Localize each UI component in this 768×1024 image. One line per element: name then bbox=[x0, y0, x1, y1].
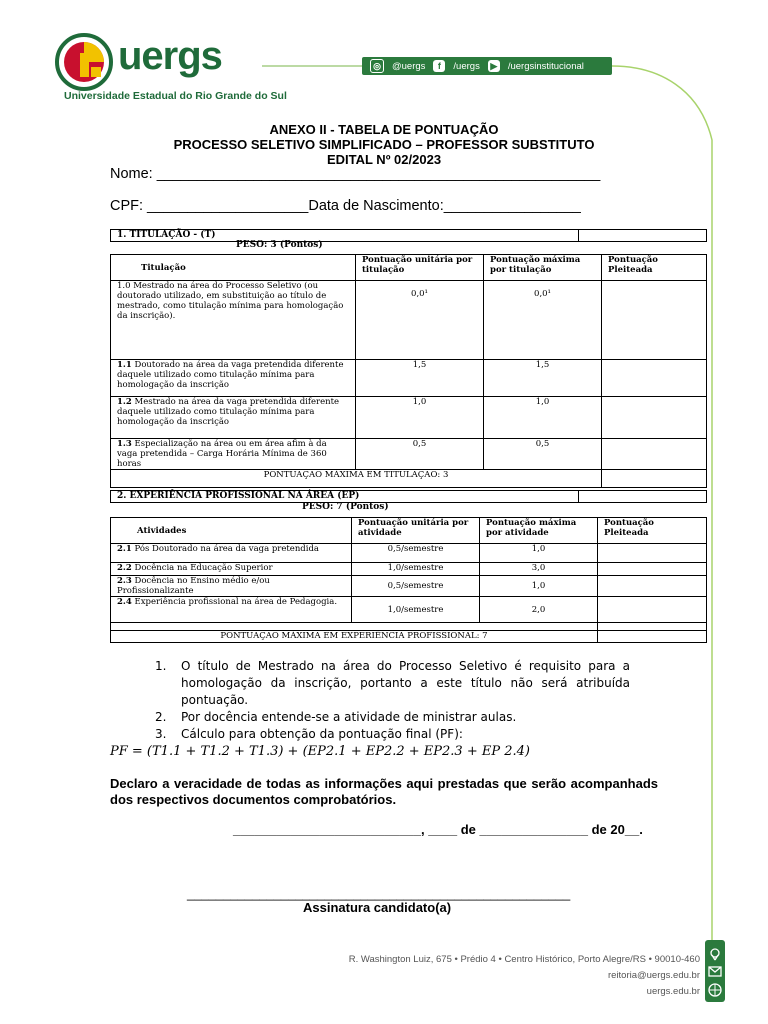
row-max: 0,5 bbox=[484, 439, 602, 470]
pf-formula: PF = (T1.1 + T1.2 + T1.3) + (EP2.1 + EP2.2 + EP2.3 + EP 2.4) bbox=[110, 744, 530, 759]
signature-label: Assinatura candidato(a) bbox=[303, 900, 452, 915]
row-text: Docência no Ensino médio e/ou Profissionalizante bbox=[117, 576, 270, 596]
row-pleiteada-input[interactable] bbox=[598, 544, 707, 563]
social-instagram[interactable]: @uergs bbox=[392, 60, 426, 72]
table-row bbox=[111, 360, 707, 397]
table-row bbox=[111, 576, 707, 597]
row-max: 1,0 bbox=[484, 397, 602, 439]
mail-icon bbox=[709, 967, 721, 976]
row-text: Doutorado na área da vaga pretendida diferente daquele utilizado como titulação mínima para homologação da inscrição bbox=[117, 360, 344, 390]
logo-name: uergs bbox=[118, 34, 222, 78]
instagram-icon[interactable]: ◎ bbox=[370, 59, 384, 73]
table-row bbox=[111, 544, 707, 563]
row-pleiteada-input[interactable] bbox=[602, 281, 707, 360]
location-icon bbox=[711, 949, 719, 960]
row-pleiteada-input[interactable] bbox=[602, 360, 707, 397]
col-max: Pontuação máxima por titulação bbox=[484, 255, 602, 281]
row-text: Especialização na área ou em área afim à da vaga pretendida – Carga Horária Mínima de 360 horas bbox=[117, 439, 327, 469]
row-num: 2.1 bbox=[117, 544, 132, 554]
row-max: 1,0 bbox=[480, 576, 598, 597]
col-max: Pontuação máxima por atividade bbox=[480, 518, 598, 544]
doc-title-1: ANEXO II - TABELA DE PONTUAÇÃO bbox=[269, 122, 499, 137]
row-max: 3,0 bbox=[480, 563, 598, 576]
social-bar bbox=[362, 57, 612, 75]
row-num: 2.4 bbox=[117, 597, 132, 607]
list-item: 2. Por docência entende-se a atividade de ministrar aulas. bbox=[155, 710, 517, 724]
row-pleiteada-input[interactable] bbox=[602, 439, 707, 470]
row-pleiteada-input[interactable] bbox=[602, 397, 707, 439]
table-row bbox=[111, 397, 707, 439]
row-unit: 0,5 bbox=[356, 439, 484, 470]
table-row bbox=[111, 597, 707, 623]
row-unit: 1,0/semestre bbox=[352, 597, 480, 623]
col-titulacao: Titulação bbox=[111, 255, 356, 281]
sec1-peso: PESO: 3 (Pontos) bbox=[236, 240, 323, 250]
notes-list bbox=[155, 658, 630, 743]
table-row bbox=[111, 281, 707, 360]
col-unit: Pontuação unitária por titulação bbox=[356, 255, 484, 281]
social-facebook[interactable]: /uergs bbox=[453, 60, 480, 72]
col-atividades: Atividades bbox=[111, 518, 352, 544]
sec1-header-table bbox=[110, 229, 707, 242]
sec2-total: PONTUAÇÃO MÁXIMA EM EXPERIÊNCIA PROFISSIONAL: 7 bbox=[111, 631, 598, 643]
row-max: 1,0 bbox=[480, 544, 598, 563]
col-pleiteada: Pontuação Pleiteada bbox=[602, 255, 707, 281]
list-item: 1. O título de Mestrado na área do Processo Seletivo é requisito para a homologação da inscrição, portanto a este título não será atribuída pontuação. bbox=[155, 659, 630, 707]
signature-line[interactable]: _____________________________________________________ bbox=[187, 886, 571, 901]
row-unit: 1,5 bbox=[356, 360, 484, 397]
list-item: 3. Cálculo para obtenção da pontuação final (PF): bbox=[155, 727, 463, 741]
table-row bbox=[111, 563, 707, 576]
doc-title-3: EDITAL Nº 02/2023 bbox=[326, 152, 442, 167]
row-unit: 0,5/semestre bbox=[352, 544, 480, 563]
logo-subtitle: Universidade Estadual do Rio Grande do Sul bbox=[64, 90, 287, 102]
sec2-header-table bbox=[110, 490, 707, 503]
row-unit: 0,5/semestre bbox=[352, 576, 480, 597]
sec2-peso: PESO: 7 (Pontos) bbox=[302, 502, 389, 512]
footer-site[interactable]: uergs.edu.br bbox=[646, 986, 700, 997]
row-max: 1,5 bbox=[484, 360, 602, 397]
row-unit: 1,0 bbox=[356, 397, 484, 439]
row-text: Mestrado na área da vaga pretendida diferente daquele utilizado como titulação mínima para homologação da inscrição bbox=[117, 397, 340, 427]
col-unit: Pontuação unitária por atividade bbox=[352, 518, 480, 544]
col-pleiteada: Pontuação Pleiteada bbox=[598, 518, 707, 544]
row-num: 1.3 bbox=[117, 439, 132, 449]
date-line[interactable]: __________________________, ____ de _______________ de 20__. bbox=[233, 822, 643, 837]
row-max: 2,0 bbox=[480, 597, 598, 623]
experiencia-table bbox=[110, 517, 707, 643]
row-num: 2.2 bbox=[117, 563, 132, 573]
footer-icon-bar bbox=[705, 940, 725, 1002]
row-text: 1.0 Mestrado na área do Processo Seletivo (ou doutorado utilizado, em substituição ao título de mestrado, como titulação mínima para homologação da inscrição). bbox=[111, 281, 356, 360]
table-row bbox=[111, 439, 707, 470]
nome-field[interactable]: Nome: _______________________________________________________ bbox=[110, 166, 601, 182]
declaration: Declaro a veracidade de todas as informações aqui prestadas que serão acompanhads dos respectivos documentos comprobatórios. bbox=[110, 776, 658, 807]
sec1-total: PONTUAÇÃO MÁXIMA EM TITULAÇÃO: 3 bbox=[111, 470, 602, 488]
row-pleiteada-input[interactable] bbox=[598, 597, 707, 623]
row-num: 1.2 bbox=[117, 397, 132, 407]
row-unit: 1,0/semestre bbox=[352, 563, 480, 576]
sec1-total-input[interactable] bbox=[602, 470, 707, 488]
globe-icon bbox=[709, 984, 721, 996]
sec2-header: 2. EXPERIÊNCIA PROFISSIONAL NA ÁREA (EP) bbox=[111, 491, 579, 503]
titulacao-table bbox=[110, 254, 707, 488]
sec2-total-input[interactable] bbox=[598, 631, 707, 643]
row-num: 1.1 bbox=[117, 360, 132, 370]
row-pleiteada-input[interactable] bbox=[598, 563, 707, 576]
cpf-field[interactable]: CPF: ____________________Data de Nascimento:_________________ bbox=[110, 198, 581, 214]
sec1-header: 1. TITULAÇÃO - (T) bbox=[111, 230, 579, 242]
facebook-icon[interactable]: f bbox=[433, 60, 445, 72]
row-unit: 0,0¹ bbox=[356, 281, 484, 360]
youtube-icon[interactable]: ▶ bbox=[488, 60, 500, 72]
row-max: 0,0¹ bbox=[484, 281, 602, 360]
footer-address: R. Washington Luiz, 675 • Prédio 4 • Centro Histórico, Porto Alegre/RS • 90010-460 bbox=[348, 954, 700, 965]
footer-email[interactable]: reitoria@uergs.edu.br bbox=[607, 970, 700, 981]
row-text: Pós Doutorado na área da vaga pretendida bbox=[131, 544, 319, 554]
row-text: Experiência profissional na área de Pedagogia. bbox=[131, 597, 338, 607]
row-pleiteada-input[interactable] bbox=[598, 576, 707, 597]
row-text: Docência na Educação Superior bbox=[131, 563, 273, 573]
social-youtube[interactable]: /uergsinstitucional bbox=[507, 60, 584, 72]
doc-title-2: PROCESSO SELETIVO SIMPLIFICADO – PROFESSOR SUBSTITUTO bbox=[173, 137, 595, 152]
row-num: 2.3 bbox=[117, 576, 132, 586]
uergs-logo-icon bbox=[55, 33, 117, 91]
